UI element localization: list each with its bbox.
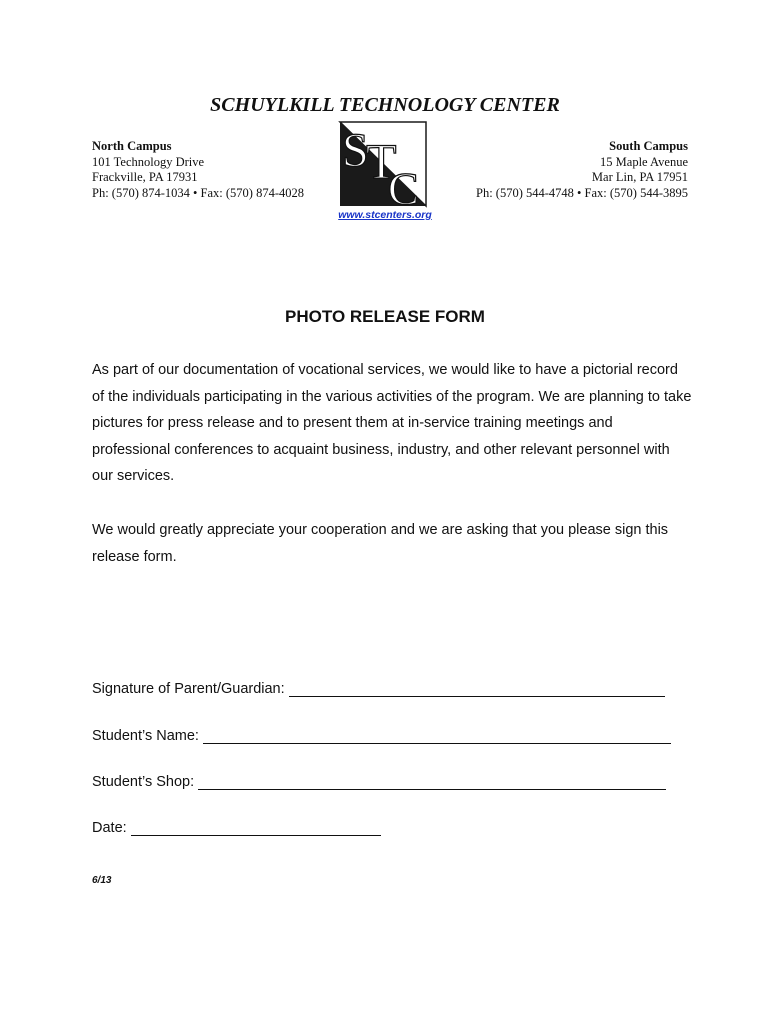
north-campus-name: North Campus	[92, 139, 172, 153]
date-line[interactable]	[131, 820, 381, 836]
north-campus-address1: 101 Technology Drive	[92, 154, 205, 169]
south-campus-address2: Mar Lin, PA 17951	[591, 170, 688, 184]
north-campus-contact: Ph: (570) 874-1034 • Fax: (570) 874-4028	[92, 185, 304, 200]
student-name-row	[92, 728, 671, 744]
stc-logo	[338, 120, 428, 208]
north-campus-address2: Frackville, PA 17931	[92, 170, 198, 184]
south-campus-name: South Campus	[609, 139, 688, 153]
logo-letter-t: T	[366, 133, 397, 189]
form-title: PHOTO RELEASE FORM	[285, 307, 485, 326]
south-campus-contact: Ph: (570) 544-4748 • Fax: (570) 544-3895	[476, 185, 688, 200]
student-name-label: Student’s Name:	[92, 728, 199, 744]
student-shop-row	[92, 774, 666, 790]
intro-paragraph: As part of our documentation of vocational services, we would like to have a pictorial record of the individuals participating in the various activities of the program. We are planning to take pictures for press release and to present them at in-service training meetings and professional conferences to acquaint business, industry, and other relevant personnel with our services.	[92, 362, 692, 484]
date-row	[92, 820, 381, 836]
north-campus-block	[92, 139, 304, 201]
logo-letter-c: C	[388, 163, 419, 208]
student-shop-line[interactable]	[198, 774, 666, 790]
school-title: SCHUYLKILL TECHNOLOGY CENTER	[210, 94, 560, 116]
signature-label: Signature of Parent/Guardian:	[92, 681, 285, 697]
request-paragraph: We would greatly appreciate your cooperation and we are asking that you please sign this release form.	[92, 522, 669, 565]
logo-letter-s: S	[342, 124, 369, 177]
signature-row	[92, 681, 665, 697]
date-label: Date:	[92, 820, 127, 836]
south-campus-block	[476, 139, 688, 201]
student-name-line[interactable]	[203, 728, 671, 744]
student-shop-label: Student’s Shop:	[92, 774, 195, 790]
south-campus-address1: 15 Maple Avenue	[600, 154, 688, 169]
signature-line[interactable]	[289, 681, 665, 697]
revision-code: 6/13	[92, 875, 112, 886]
website-link[interactable]: www.stcenters.org	[338, 209, 432, 221]
